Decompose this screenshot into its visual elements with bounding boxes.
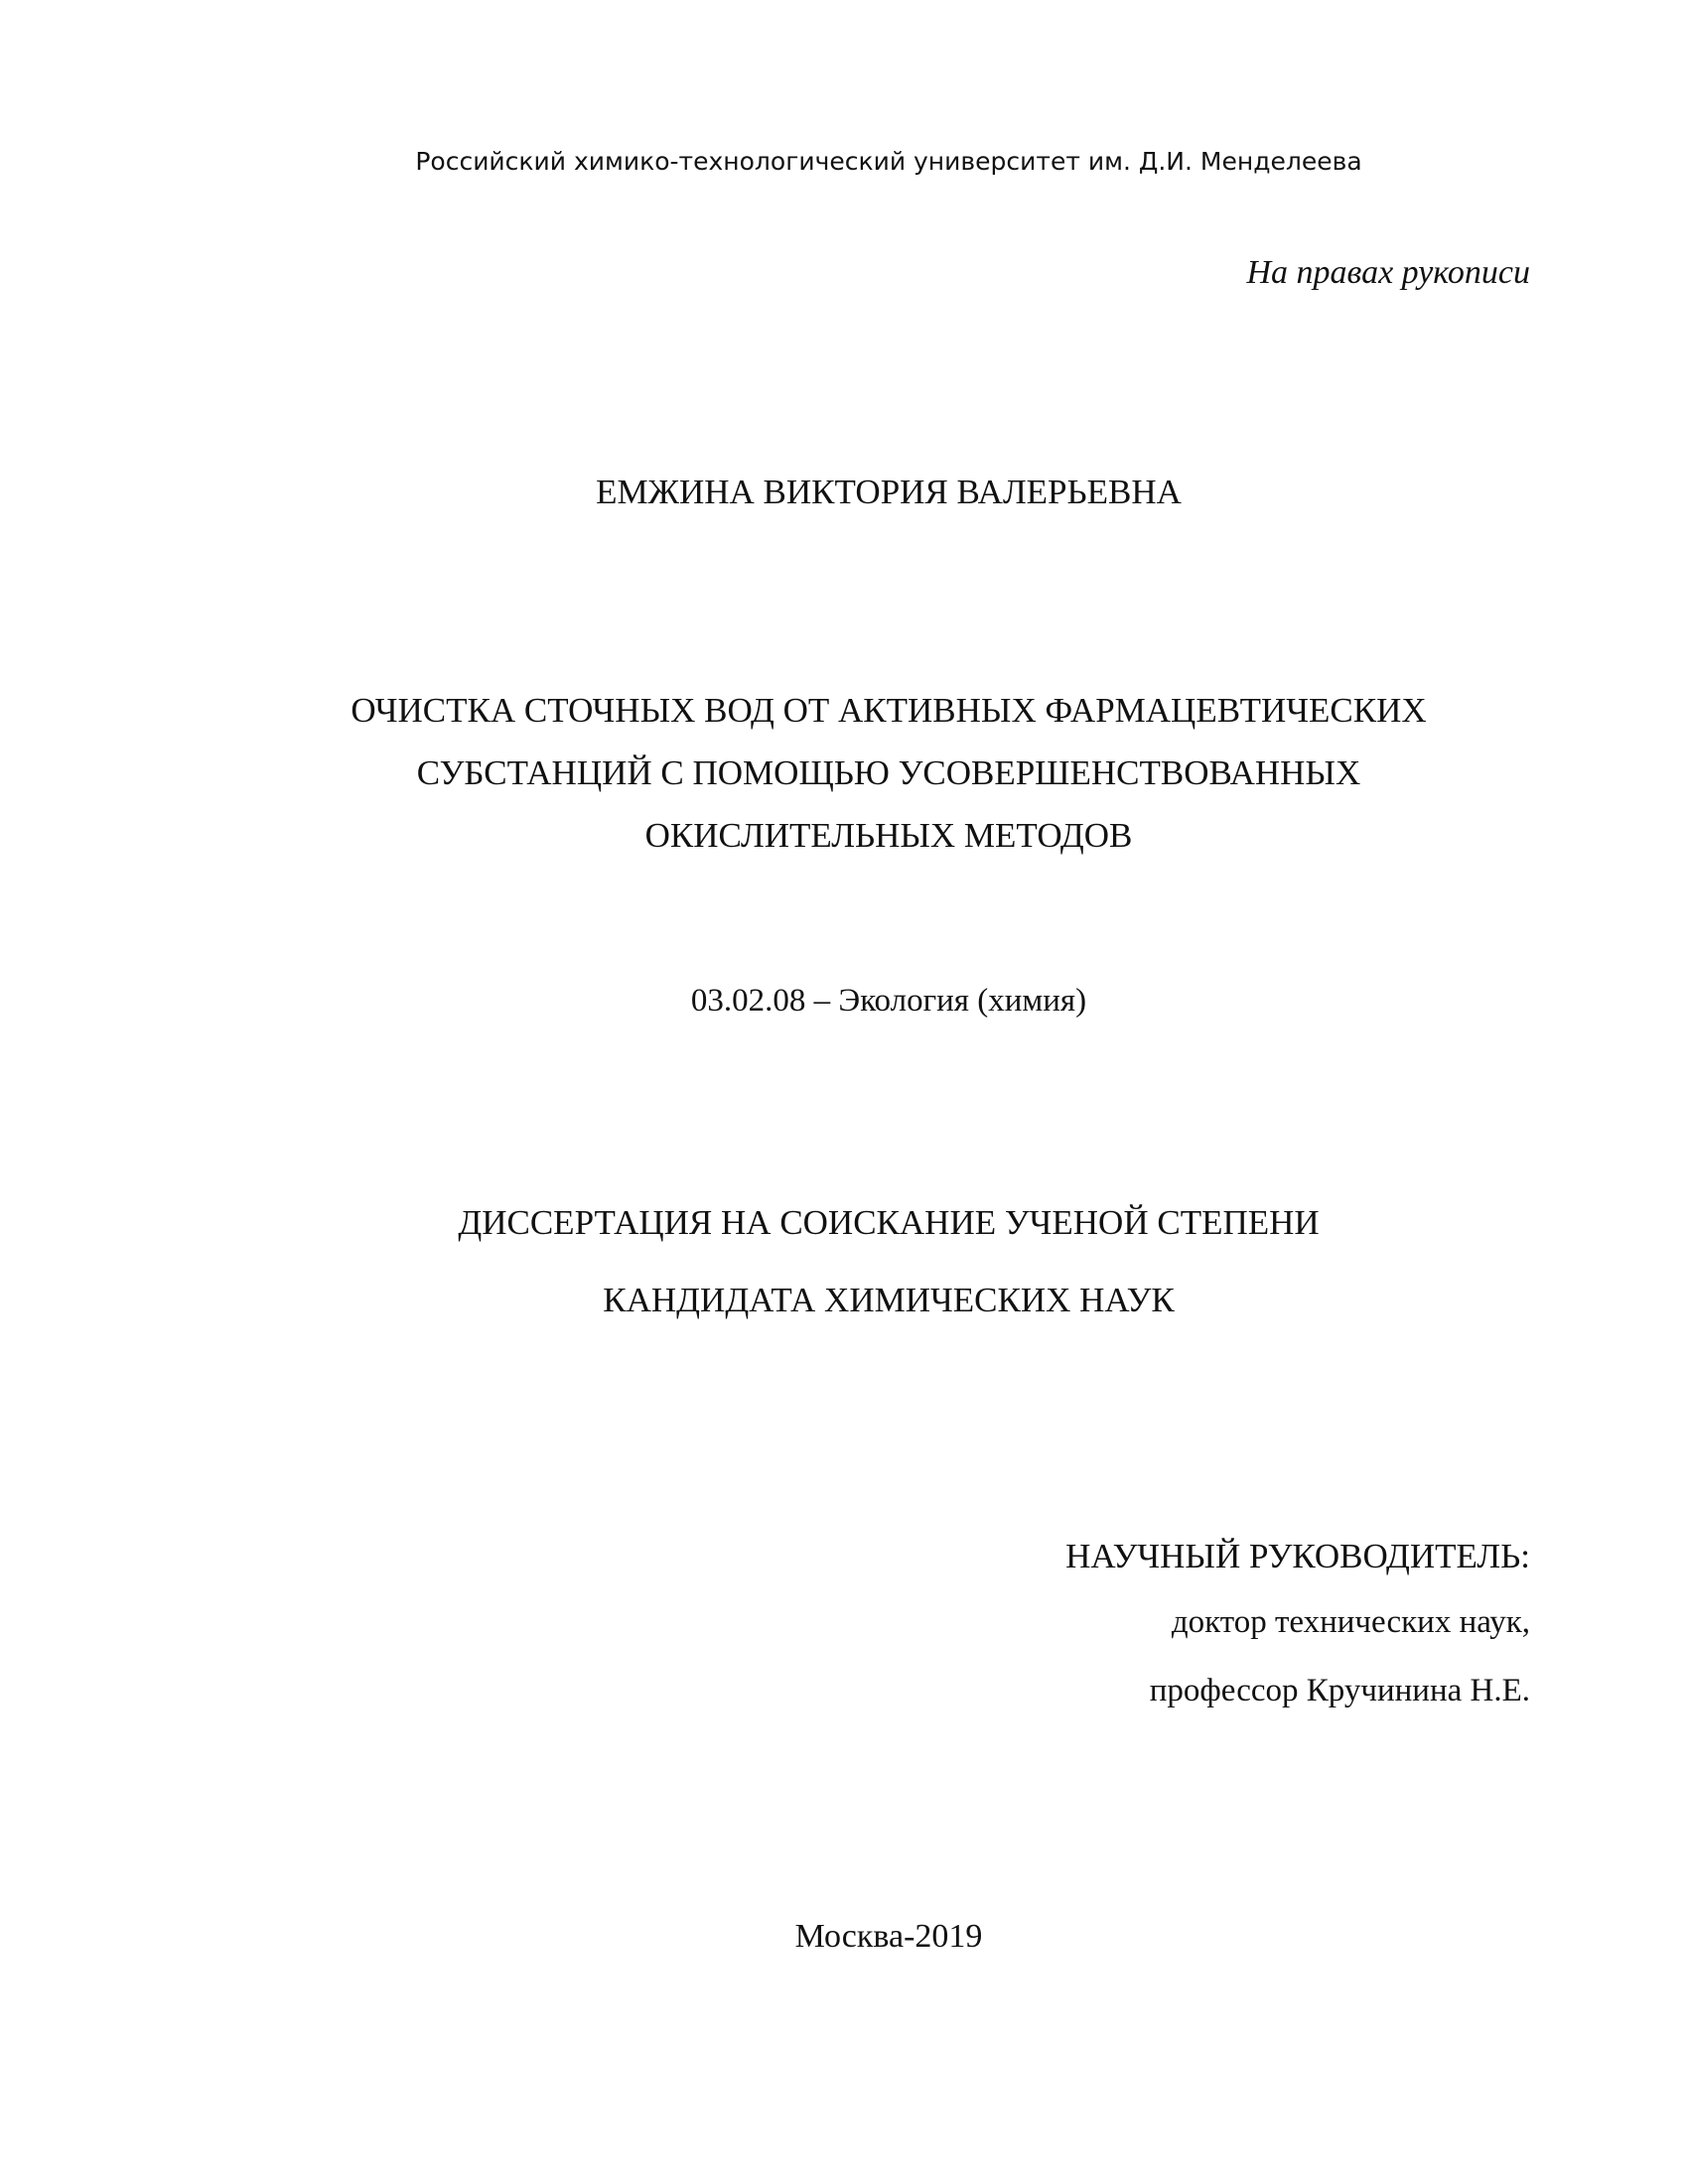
- dissertation-type-line-1: ДИССЕРТАЦИЯ НА СОИСКАНИЕ УЧЕНОЙ СТЕПЕНИ: [458, 1203, 1320, 1242]
- university-name: Российский химико-технологический университет им. Д.И. Менделеева: [415, 147, 1362, 176]
- supervisor-degree: доктор технических наук,: [1171, 1604, 1530, 1640]
- manuscript-note: На правах рукописи: [1246, 254, 1530, 291]
- dissertation-title-line-3: ОКИСЛИТЕЛЬНЫХ МЕТОДОВ: [644, 816, 1133, 855]
- dissertation-title-line-2: СУБСТАНЦИЙ С ПОМОЩЬЮ УСОВЕРШЕНСТВОВАННЫХ: [416, 753, 1361, 792]
- supervisor-heading: НАУЧНЫЙ РУКОВОДИТЕЛЬ:: [1065, 1537, 1530, 1575]
- supervisor-name: профессор Кручинина Н.Е.: [1149, 1673, 1530, 1708]
- dissertation-title-line-1: ОЧИСТКА СТОЧНЫХ ВОД ОТ АКТИВНЫХ ФАРМАЦЕВТИЧЕСКИХ: [351, 691, 1427, 730]
- place-and-year: Москва-2019: [794, 1918, 983, 1955]
- author-name: ЕМЖИНА ВИКТОРИЯ ВАЛЕРЬЕВНА: [596, 473, 1182, 511]
- specialty-code: 03.02.08 – Экология (химия): [690, 983, 1087, 1019]
- dissertation-type-line-2: КАНДИДАТА ХИМИЧЕСКИХ НАУК: [603, 1281, 1175, 1319]
